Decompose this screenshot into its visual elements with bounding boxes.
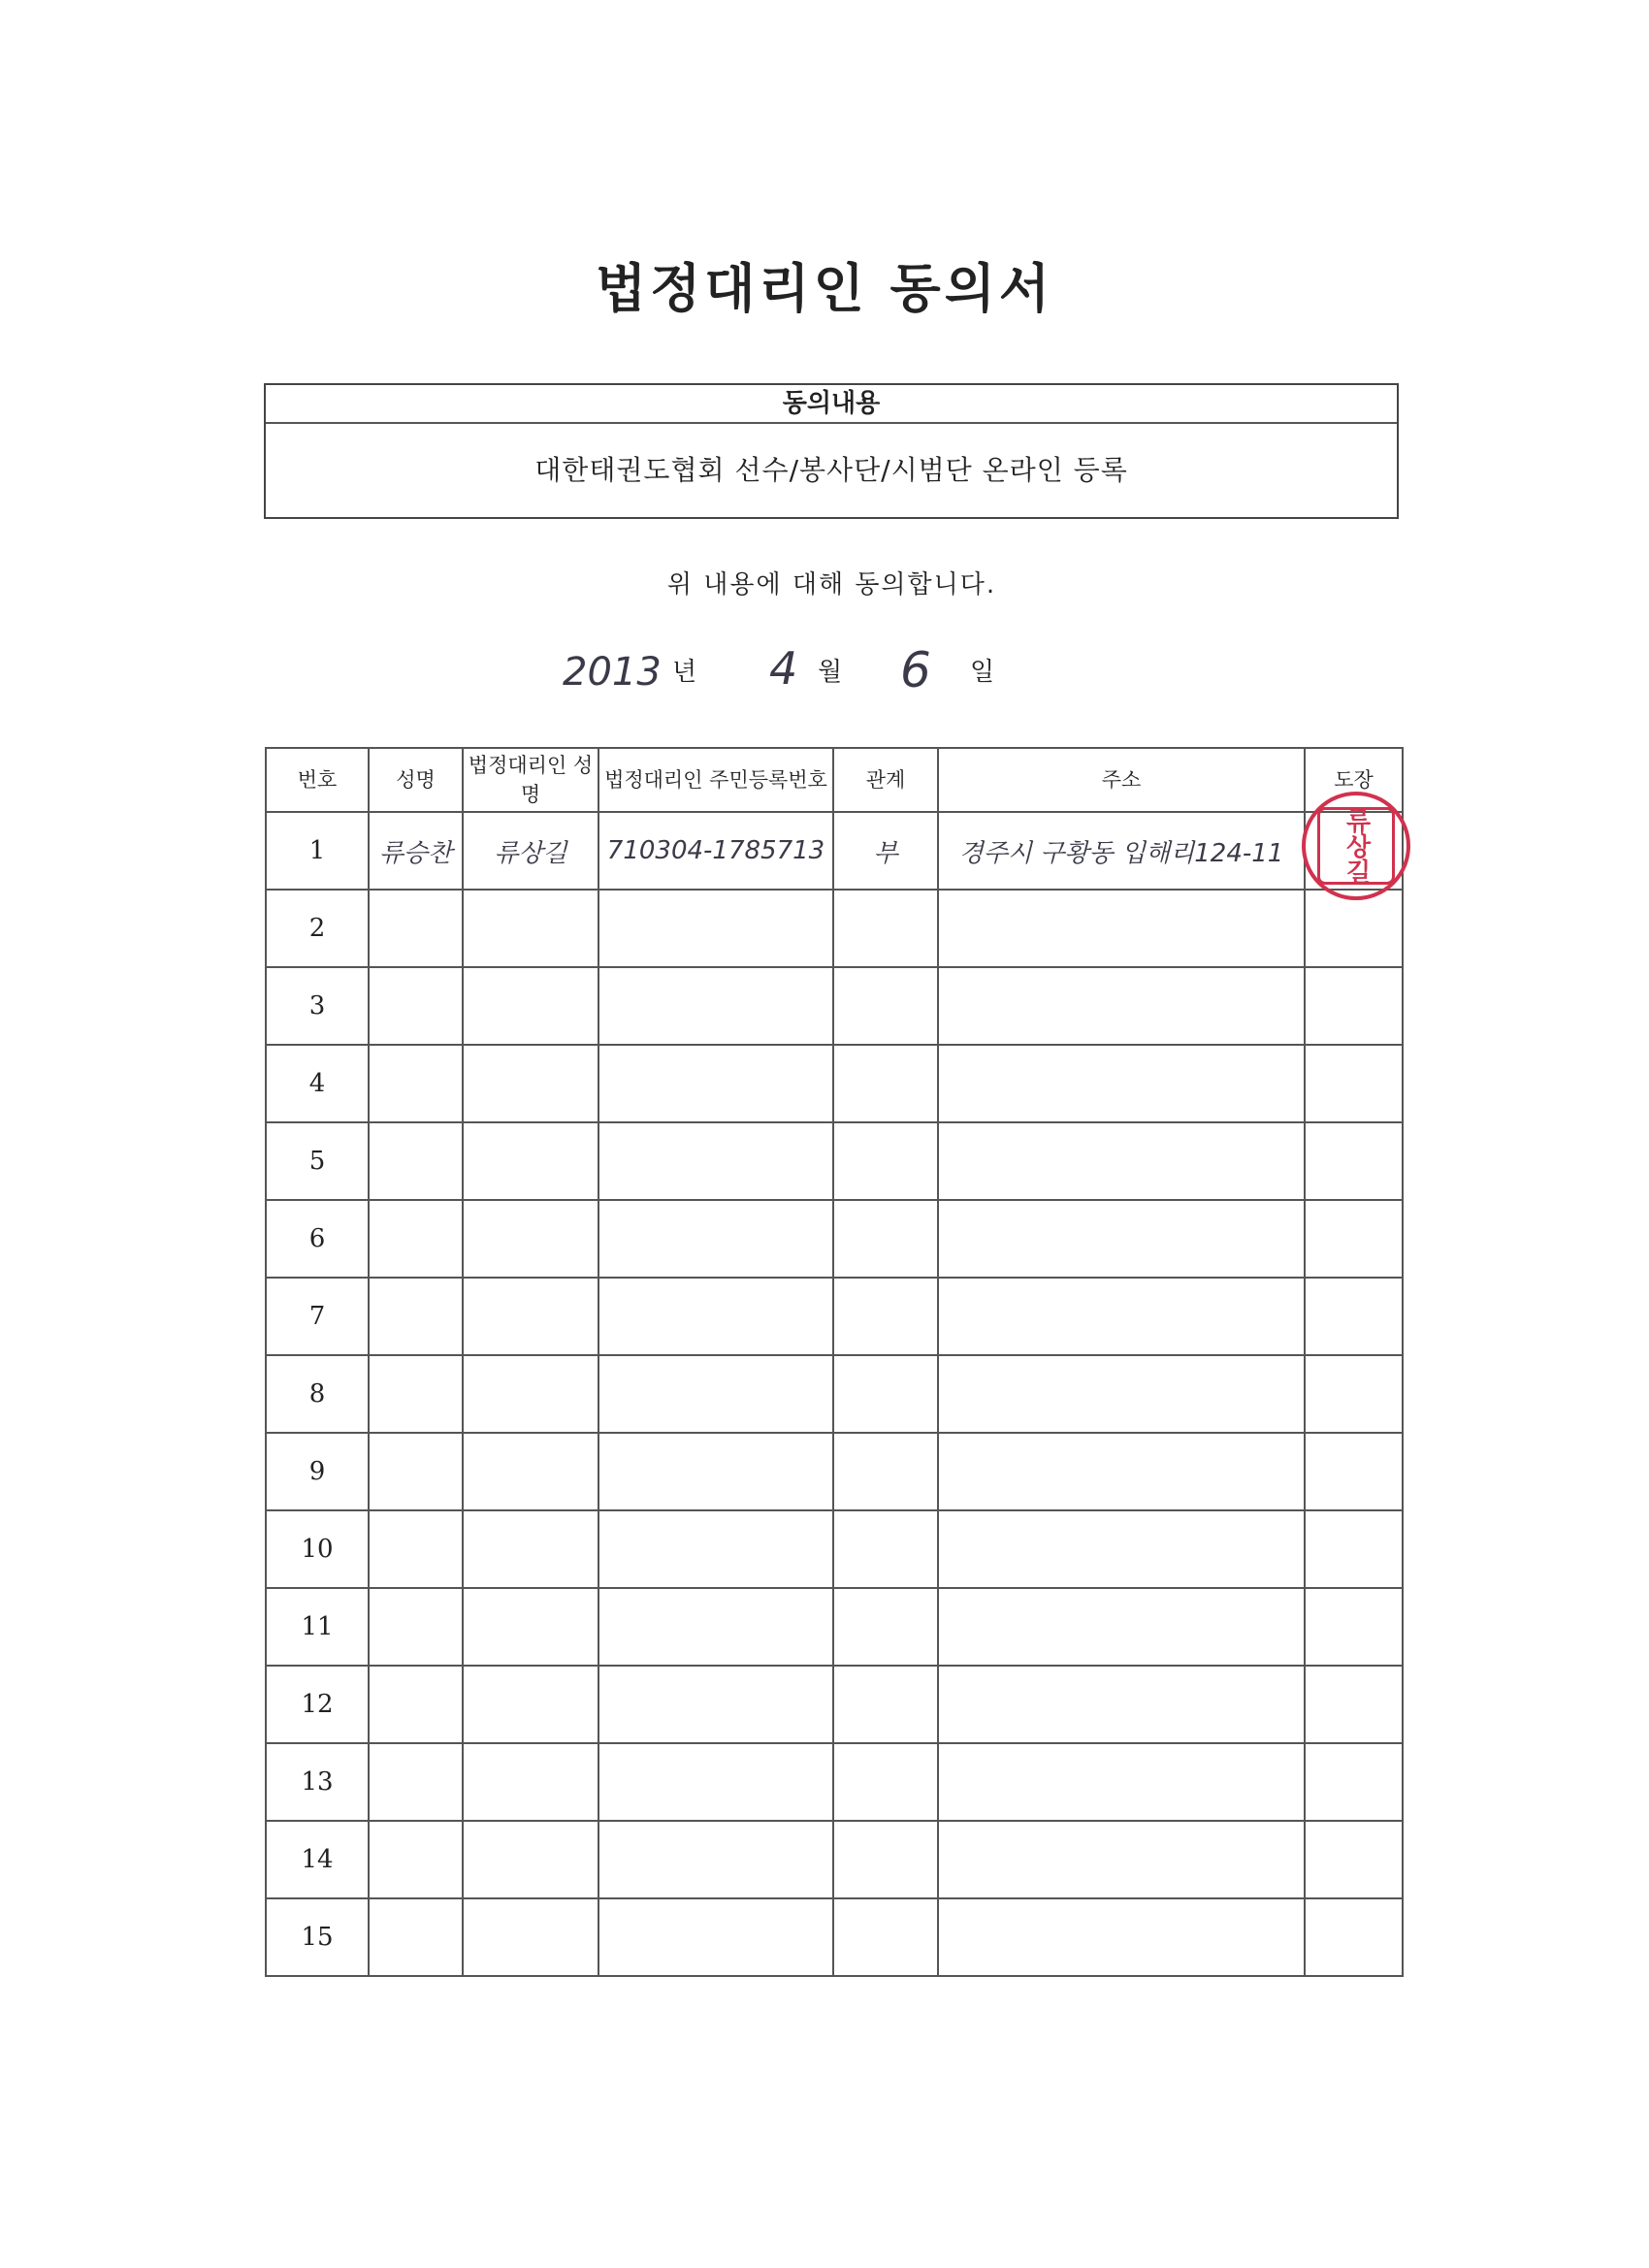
- table-row: [266, 812, 1403, 890]
- table-row: [266, 890, 1403, 967]
- row-seal: [1305, 1588, 1403, 1666]
- row-number: 12: [266, 1666, 369, 1743]
- row-address: [938, 1200, 1305, 1278]
- row-seal: [1305, 1898, 1403, 1976]
- row-address: [938, 890, 1305, 967]
- date-year: 2013: [563, 650, 662, 695]
- row-address: [938, 1433, 1305, 1510]
- consent-box: [264, 383, 1399, 519]
- date-month: 4: [769, 642, 798, 695]
- row-seal: [1305, 808, 1403, 890]
- table-row: [266, 1278, 1403, 1355]
- guardian-table: [265, 747, 1404, 1977]
- seal-stamp: [1302, 792, 1410, 900]
- row-guardian-name: [463, 1433, 598, 1510]
- row-guardian-name: [463, 1355, 598, 1433]
- header-name: 성명: [369, 748, 463, 812]
- row-relation: [833, 1510, 938, 1588]
- row-address: [938, 1743, 1305, 1821]
- row-seal: [1305, 1821, 1403, 1898]
- row-name: [369, 1122, 463, 1200]
- row-relation: [833, 1200, 938, 1278]
- table-row: [266, 1588, 1403, 1666]
- row-guardian-id: [598, 1510, 833, 1588]
- row-number: 8: [266, 1355, 369, 1433]
- row-relation: [833, 890, 938, 967]
- row-address: [938, 967, 1305, 1045]
- row-guardian-id: [598, 1898, 833, 1976]
- row-relation: [833, 1045, 938, 1122]
- row-address: [938, 1898, 1305, 1976]
- row-number: 15: [266, 1898, 369, 1976]
- row-guardian-id: [598, 1588, 833, 1666]
- row-guardian-name: 류상길: [463, 812, 598, 890]
- table-row: [266, 1743, 1403, 1821]
- table-row: [266, 1200, 1403, 1278]
- table-row: [266, 1821, 1403, 1898]
- row-relation: [833, 1355, 938, 1433]
- date-month-suffix: 월: [818, 658, 843, 687]
- row-relation: [833, 1122, 938, 1200]
- table-header-row: [266, 748, 1403, 812]
- row-number: 6: [266, 1200, 369, 1278]
- row-guardian-name: [463, 1200, 598, 1278]
- agree-statement: 위 내용에 대해 동의합니다.: [666, 570, 997, 599]
- row-seal: [1305, 1045, 1403, 1122]
- row-seal: [1305, 967, 1403, 1045]
- row-address: 경주시 구황동 입해리124-11: [938, 812, 1305, 890]
- row-seal: [1305, 1743, 1403, 1821]
- table-row: [266, 1355, 1403, 1433]
- date-year-suffix: 년: [672, 658, 697, 687]
- consent-header: 동의내용: [266, 385, 1397, 424]
- row-seal: [1305, 1433, 1403, 1510]
- row-seal: [1305, 890, 1403, 967]
- header-seal: 도장: [1305, 748, 1403, 812]
- row-guardian-name: [463, 1045, 598, 1122]
- row-name: [369, 1743, 463, 1821]
- row-relation: [833, 967, 938, 1045]
- row-address: [938, 1510, 1305, 1588]
- row-number: 5: [266, 1122, 369, 1200]
- row-guardian-name: [463, 967, 598, 1045]
- row-address: [938, 1045, 1305, 1122]
- row-guardian-id: [598, 1355, 833, 1433]
- row-relation: [833, 1588, 938, 1666]
- row-address: [938, 1355, 1305, 1433]
- header-relation: 관계: [833, 748, 938, 812]
- header-address: 주소: [938, 748, 1305, 812]
- row-seal: [1305, 1122, 1403, 1200]
- table-row: [266, 1898, 1403, 1976]
- date-line: [543, 642, 1125, 710]
- row-guardian-id: [598, 890, 833, 967]
- row-seal: [1305, 1510, 1403, 1588]
- table-row: [266, 1045, 1403, 1122]
- row-relation: [833, 1666, 938, 1743]
- row-name: [369, 1898, 463, 1976]
- row-guardian-id: [598, 1278, 833, 1355]
- row-seal: [1305, 1278, 1403, 1355]
- row-number: 2: [266, 890, 369, 967]
- row-guardian-name: [463, 1278, 598, 1355]
- row-guardian-name: [463, 890, 598, 967]
- row-name: [369, 890, 463, 967]
- row-guardian-name: [463, 1588, 598, 1666]
- row-guardian-name: [463, 1743, 598, 1821]
- row-address: [938, 1588, 1305, 1666]
- date-day-suffix: 일: [970, 658, 995, 687]
- row-guardian-id: 710304-1785713: [598, 812, 833, 890]
- row-seal: [1305, 1666, 1403, 1743]
- row-name: [369, 1278, 463, 1355]
- header-no: 번호: [266, 748, 369, 812]
- row-name: [369, 1588, 463, 1666]
- row-relation: [833, 1433, 938, 1510]
- row-guardian-name: [463, 1510, 598, 1588]
- row-address: [938, 1821, 1305, 1898]
- row-name: [369, 1045, 463, 1122]
- date-day: 6: [900, 642, 931, 698]
- row-guardian-id: [598, 1666, 833, 1743]
- row-relation: [833, 1278, 938, 1355]
- row-number: 4: [266, 1045, 369, 1122]
- row-address: [938, 1278, 1305, 1355]
- page-title: 법정대리인 동의서: [595, 257, 1054, 319]
- table-row: [266, 1433, 1403, 1510]
- row-name: [369, 1821, 463, 1898]
- row-name: [369, 1200, 463, 1278]
- row-number: 1: [266, 812, 369, 890]
- row-relation: 부: [833, 812, 938, 890]
- header-guardian-id: 법정대리인 주민등록번호: [598, 748, 833, 812]
- row-seal: [1305, 1355, 1403, 1433]
- row-number: 3: [266, 967, 369, 1045]
- row-address: [938, 1666, 1305, 1743]
- table-row: [266, 1666, 1403, 1743]
- consent-body: 대한태권도협회 선수/봉사단/시범단 온라인 등록: [534, 454, 1128, 486]
- row-guardian-id: [598, 1200, 833, 1278]
- row-guardian-id: [598, 967, 833, 1045]
- row-guardian-id: [598, 1045, 833, 1122]
- row-number: 14: [266, 1821, 369, 1898]
- row-number: 9: [266, 1433, 369, 1510]
- table-row: [266, 967, 1403, 1045]
- row-relation: [833, 1821, 938, 1898]
- header-guardian-name: 법정대리인 성명: [463, 748, 598, 812]
- row-name: [369, 1355, 463, 1433]
- row-guardian-name: [463, 1821, 598, 1898]
- row-name: 류승찬: [369, 812, 463, 890]
- row-seal: [1305, 1200, 1403, 1278]
- row-guardian-id: [598, 1433, 833, 1510]
- row-name: [369, 1433, 463, 1510]
- table-row: [266, 1510, 1403, 1588]
- row-guardian-name: [463, 1122, 598, 1200]
- row-address: [938, 1122, 1305, 1200]
- row-guardian-id: [598, 1821, 833, 1898]
- row-guardian-id: [598, 1743, 833, 1821]
- row-guardian-id: [598, 1122, 833, 1200]
- row-name: [369, 967, 463, 1045]
- row-relation: [833, 1743, 938, 1821]
- row-name: [369, 1510, 463, 1588]
- row-guardian-name: [463, 1666, 598, 1743]
- row-relation: [833, 1898, 938, 1976]
- row-number: 10: [266, 1510, 369, 1588]
- row-guardian-name: [463, 1898, 598, 1976]
- row-number: 7: [266, 1278, 369, 1355]
- table-row: [266, 1122, 1403, 1200]
- row-number: 11: [266, 1588, 369, 1666]
- seal-stamp-text: 류상길: [1317, 807, 1395, 885]
- row-number: 13: [266, 1743, 369, 1821]
- row-name: [369, 1666, 463, 1743]
